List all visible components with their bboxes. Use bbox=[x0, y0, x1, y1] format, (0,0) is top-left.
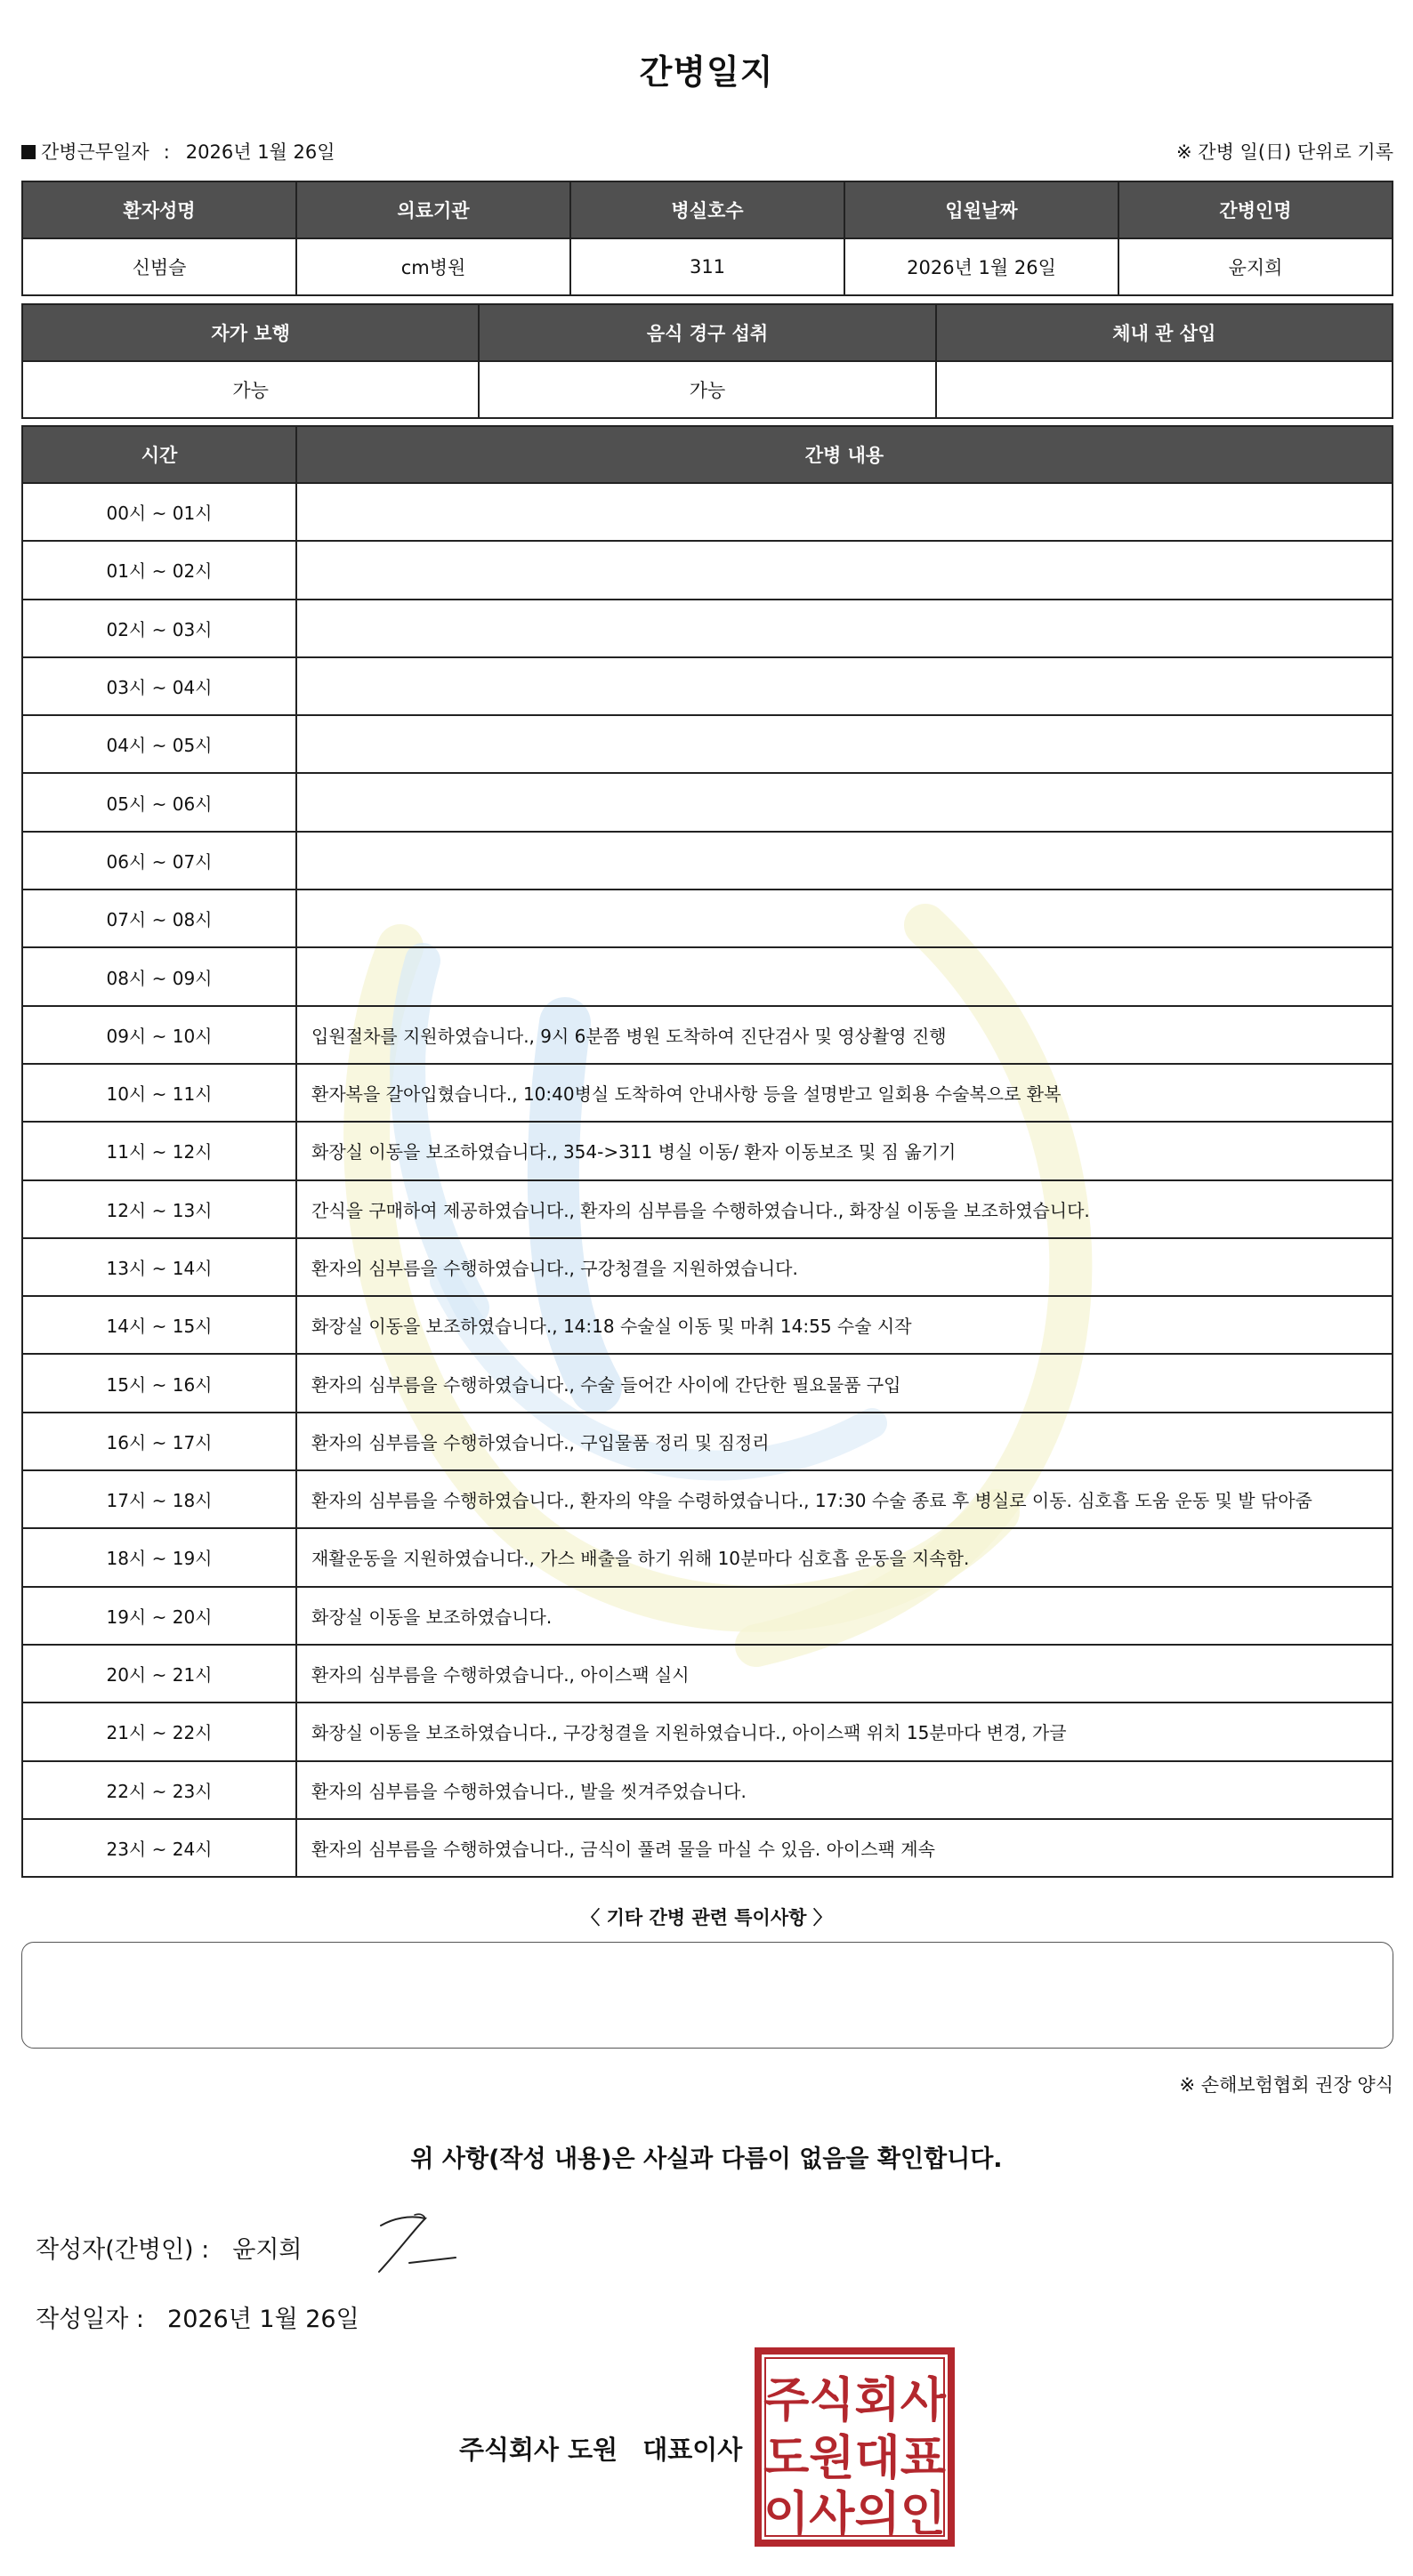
self-walking-cell: 가능 bbox=[22, 361, 479, 418]
log-row bbox=[22, 1354, 1393, 1412]
caregiver-name-cell: 윤지희 bbox=[1118, 238, 1393, 295]
header-room: 병실호수 bbox=[570, 181, 844, 238]
recommended-form-note: ※ 손해보험협회 권장 양식 bbox=[1179, 2074, 1393, 2096]
written-date-label: 작성일자 : bbox=[36, 2306, 145, 2333]
log-row bbox=[22, 1645, 1393, 1703]
seal-text-line: 도원대표 bbox=[763, 2431, 946, 2485]
log-time: 04시 ~ 05시 bbox=[22, 715, 296, 773]
header-tube-insertion: 체내 관 삽입 bbox=[936, 304, 1393, 361]
special-notes-box bbox=[21, 1942, 1393, 2049]
log-row bbox=[22, 1819, 1393, 1877]
company-line bbox=[459, 2430, 742, 2467]
seal-text-line: 주식회사 bbox=[763, 2373, 946, 2427]
confirmation-statement: 위 사항(작성 내용)은 사실과 다름이 없음을 확인합니다. bbox=[410, 2145, 1003, 2173]
work-date-value: 2026년 1월 26일 bbox=[185, 141, 335, 163]
header-care-content: 간병 내용 bbox=[296, 426, 1393, 483]
signature-image bbox=[374, 2210, 463, 2277]
log-time: 14시 ~ 15시 bbox=[22, 1296, 296, 1354]
log-time: 09시 ~ 10시 bbox=[22, 1006, 296, 1064]
log-row bbox=[22, 483, 1393, 541]
log-content bbox=[296, 715, 1393, 773]
page-title: 간병일지 bbox=[639, 52, 774, 92]
header-hospital: 의료기관 bbox=[296, 181, 570, 238]
log-time: 23시 ~ 24시 bbox=[22, 1819, 296, 1877]
log-content bbox=[296, 483, 1393, 541]
log-time: 15시 ~ 16시 bbox=[22, 1354, 296, 1412]
log-row bbox=[22, 1238, 1393, 1296]
log-time: 06시 ~ 07시 bbox=[22, 832, 296, 890]
log-row bbox=[22, 1064, 1393, 1122]
log-time: 19시 ~ 20시 bbox=[22, 1587, 296, 1645]
work-date bbox=[21, 138, 335, 165]
patient-status-table bbox=[21, 303, 1393, 419]
room-cell: 311 bbox=[570, 238, 844, 295]
log-content: 환자의 심부름을 수행하였습니다., 구강청결을 지원하였습니다. bbox=[296, 1238, 1393, 1296]
log-time: 21시 ~ 22시 bbox=[22, 1703, 296, 1760]
log-content: 화장실 이동을 보조하였습니다., 14:18 수술실 이동 및 마취 14:55 수술 시작 bbox=[296, 1296, 1393, 1354]
special-notes-title: 〈 기타 간병 관련 특이사항 〉 bbox=[581, 1907, 832, 1928]
log-time: 12시 ~ 13시 bbox=[22, 1180, 296, 1238]
log-time: 02시 ~ 03시 bbox=[22, 600, 296, 657]
written-date-line bbox=[36, 2299, 359, 2334]
log-content: 환자의 심부름을 수행하였습니다., 수술 들어간 사이에 간단한 필요물품 구입 bbox=[296, 1354, 1393, 1412]
log-row bbox=[22, 890, 1393, 947]
log-row bbox=[22, 1180, 1393, 1238]
header-time: 시간 bbox=[22, 426, 296, 483]
log-content bbox=[296, 890, 1393, 947]
log-content: 환자복을 갈아입혔습니다., 10:40병실 도착하여 안내사항 등을 설명받고 일회용 수술복으로 환복 bbox=[296, 1064, 1393, 1122]
log-content: 화장실 이동을 보조하였습니다., 구강청결을 지원하였습니다., 아이스팩 위치 15분마다 변경, 가글 bbox=[296, 1703, 1393, 1760]
log-content bbox=[296, 657, 1393, 715]
care-log-table bbox=[21, 425, 1393, 1878]
log-content bbox=[296, 600, 1393, 657]
header-caregiver-name: 간병인명 bbox=[1118, 181, 1393, 238]
log-content: 입원절차를 지원하였습니다., 9시 6분쯤 병원 도착하여 진단검사 및 영상촬영 진행 bbox=[296, 1006, 1393, 1064]
written-date-value: 2026년 1월 26일 bbox=[167, 2306, 359, 2333]
log-content bbox=[296, 541, 1393, 599]
log-time: 00시 ~ 01시 bbox=[22, 483, 296, 541]
log-row bbox=[22, 773, 1393, 831]
header-admission-date: 입원날짜 bbox=[844, 181, 1118, 238]
meta-row bbox=[21, 138, 1393, 168]
log-time: 13시 ~ 14시 bbox=[22, 1238, 296, 1296]
log-row bbox=[22, 947, 1393, 1005]
log-row bbox=[22, 832, 1393, 890]
log-time: 18시 ~ 19시 bbox=[22, 1528, 296, 1586]
log-time: 11시 ~ 12시 bbox=[22, 1122, 296, 1179]
ceo-title: 대표이사 bbox=[642, 2435, 743, 2465]
log-row bbox=[22, 1413, 1393, 1470]
log-row bbox=[22, 541, 1393, 599]
hospital-cell: cm병원 bbox=[296, 238, 570, 295]
tube-insertion-cell bbox=[936, 361, 1393, 418]
log-row bbox=[22, 1703, 1393, 1760]
log-content: 환자의 심부름을 수행하였습니다., 금식이 풀려 물을 마실 수 있음. 아이스팩 계속 bbox=[296, 1819, 1393, 1877]
log-content bbox=[296, 947, 1393, 1005]
log-row bbox=[22, 1296, 1393, 1354]
seal-text-line: 이사의인 bbox=[763, 2487, 946, 2541]
log-content: 간식을 구매하여 제공하였습니다., 환자의 심부름을 수행하였습니다., 화장실 이동을 보조하였습니다. bbox=[296, 1180, 1393, 1238]
log-time: 08시 ~ 09시 bbox=[22, 947, 296, 1005]
oral-intake-cell: 가능 bbox=[479, 361, 935, 418]
log-content: 화장실 이동을 보조하였습니다. bbox=[296, 1587, 1393, 1645]
writer-name: 윤지희 bbox=[232, 2236, 303, 2264]
log-row bbox=[22, 1528, 1393, 1586]
log-row bbox=[22, 1470, 1393, 1528]
log-content bbox=[296, 773, 1393, 831]
log-time: 03시 ~ 04시 bbox=[22, 657, 296, 715]
log-time: 17시 ~ 18시 bbox=[22, 1470, 296, 1528]
log-time: 07시 ~ 08시 bbox=[22, 890, 296, 947]
company-name: 주식회사 도원 bbox=[459, 2435, 618, 2465]
log-row bbox=[22, 1006, 1393, 1064]
writer-label: 작성자(간병인) : bbox=[36, 2236, 210, 2264]
daily-record-note: ※ 간병 일(日) 단위로 기록 bbox=[1176, 141, 1393, 163]
log-content: 화장실 이동을 보조하였습니다., 354->311 병실 이동/ 환자 이동보조 및 짐 옮기기 bbox=[296, 1122, 1393, 1179]
header-oral-intake: 음식 경구 섭취 bbox=[479, 304, 935, 361]
company-seal-stamp bbox=[754, 2347, 956, 2548]
square-bullet-icon bbox=[21, 145, 36, 159]
log-time: 01시 ~ 02시 bbox=[22, 541, 296, 599]
log-content: 재활운동을 지원하였습니다., 가스 배출을 하기 위해 10분마다 심호흡 운동을 지속함. bbox=[296, 1528, 1393, 1586]
log-row bbox=[22, 1122, 1393, 1179]
log-row bbox=[22, 657, 1393, 715]
log-row bbox=[22, 600, 1393, 657]
patient-info-table bbox=[21, 181, 1393, 296]
log-content: 환자의 심부름을 수행하였습니다., 발을 씻겨주었습니다. bbox=[296, 1761, 1393, 1819]
log-time: 05시 ~ 06시 bbox=[22, 773, 296, 831]
header-patient-name: 환자성명 bbox=[22, 181, 296, 238]
log-time: 20시 ~ 21시 bbox=[22, 1645, 296, 1703]
log-time: 10시 ~ 11시 bbox=[22, 1064, 296, 1122]
log-row bbox=[22, 1761, 1393, 1819]
work-date-label: 간병근무일자 bbox=[41, 141, 149, 163]
log-time: 22시 ~ 23시 bbox=[22, 1761, 296, 1819]
work-date-colon: : bbox=[163, 141, 170, 163]
log-content bbox=[296, 832, 1393, 890]
log-time: 16시 ~ 17시 bbox=[22, 1413, 296, 1470]
log-content: 환자의 심부름을 수행하였습니다., 아이스팩 실시 bbox=[296, 1645, 1393, 1703]
admission-date-cell: 2026년 1월 26일 bbox=[844, 238, 1118, 295]
writer-line bbox=[36, 2230, 303, 2265]
log-row bbox=[22, 715, 1393, 773]
log-content: 환자의 심부름을 수행하였습니다., 구입물품 정리 및 짐정리 bbox=[296, 1413, 1393, 1470]
log-row bbox=[22, 1587, 1393, 1645]
log-content: 환자의 심부름을 수행하였습니다., 환자의 약을 수령하였습니다., 17:30 수술 종료 후 병실로 이동. 심호흡 도움 운동 및 발 닦아줌 bbox=[296, 1470, 1393, 1528]
header-self-walking: 자가 보행 bbox=[22, 304, 479, 361]
patient-name-cell: 신범슬 bbox=[22, 238, 296, 295]
